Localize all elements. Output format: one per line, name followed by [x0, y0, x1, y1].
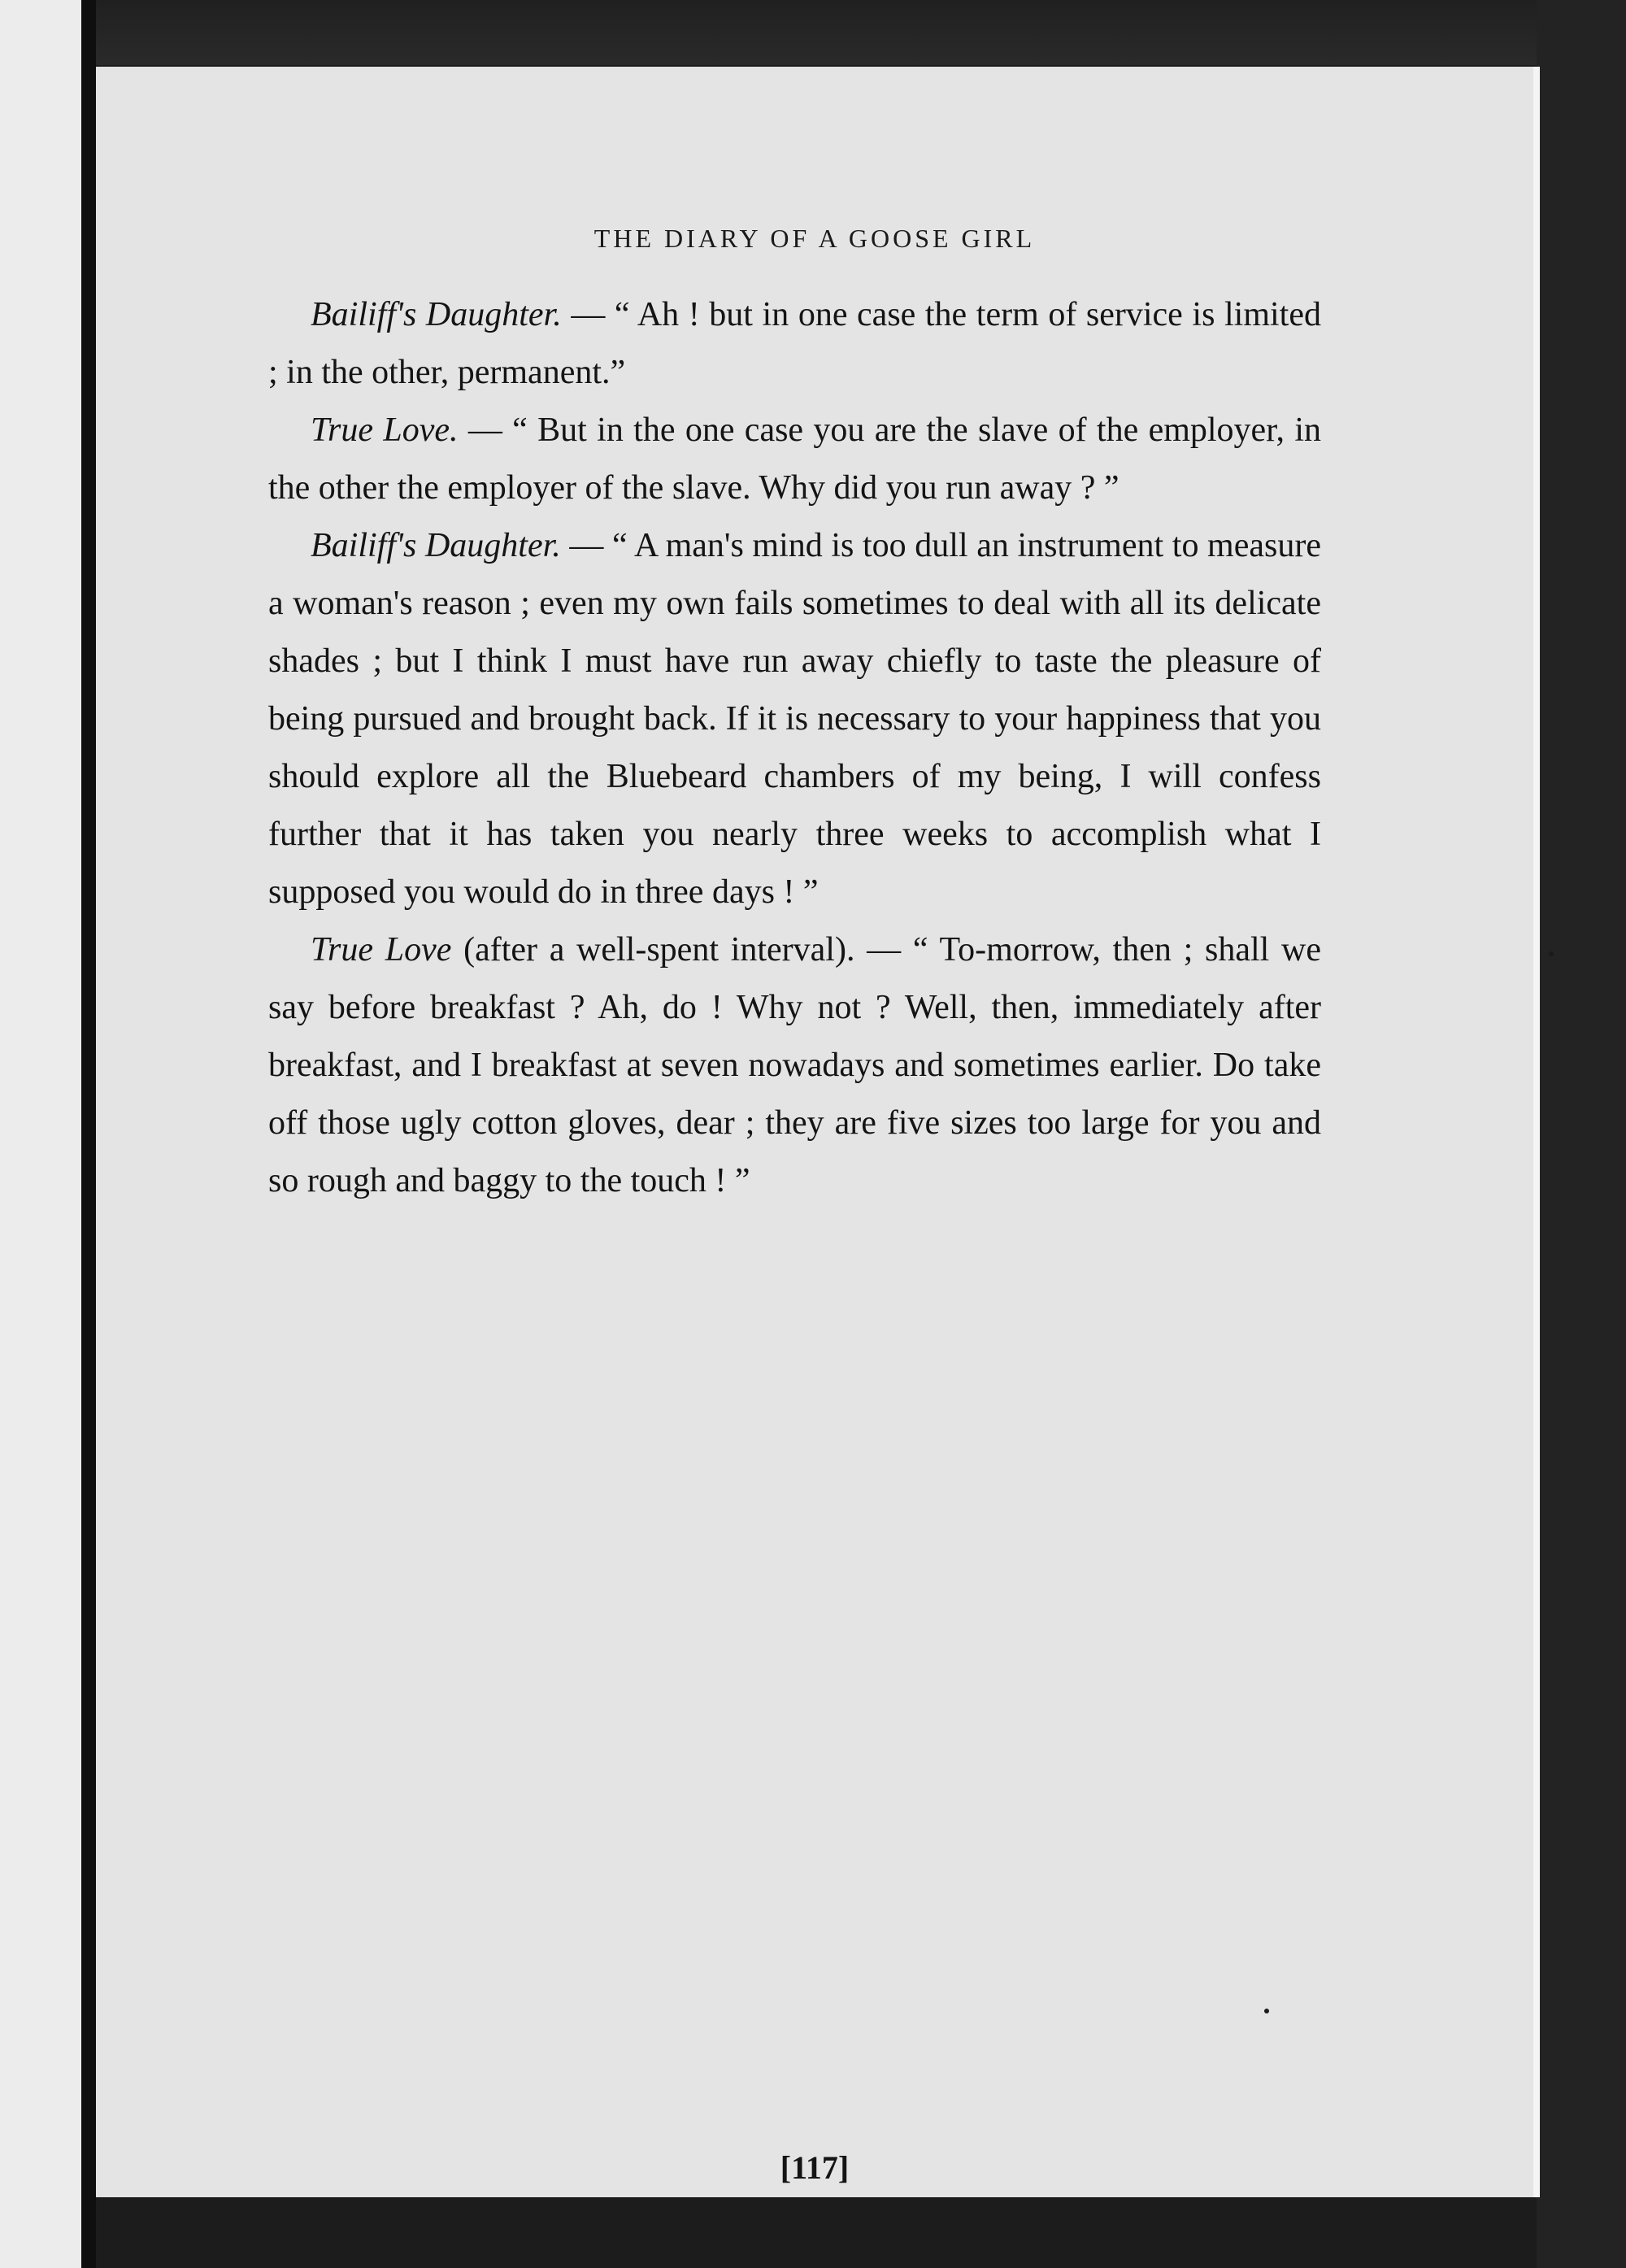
scan-gutter-shadow	[81, 0, 96, 2268]
speaker-label: Bailiff's Daughter.	[311, 527, 561, 564]
speaker-label: True Love.	[311, 411, 459, 449]
scan-speck	[1264, 2009, 1269, 2013]
paragraph-text: (after a well-spent interval). — “ To-morrow, then ; shall we say before breakfast ? Ah, do ! Why not ? Well, then, immediately after breakfast, and I breakfast at seven nowadays and sometimes earlier. Do take off those ugly cotton gloves, dear ; they are five sizes too large for you and so rough and baggy to the touch ! ”	[268, 931, 1321, 1199]
paragraph-text: — “ Ah ! but in one case the term of service is limited ; in the other, permanent.”	[268, 296, 1321, 391]
scan-book-cover-edge	[1537, 0, 1626, 2268]
speaker-label: True Love	[311, 931, 452, 969]
paragraph	[268, 921, 1321, 1210]
running-header: THE DIARY OF A GOOSE GIRL	[593, 224, 1036, 253]
body-text	[268, 286, 1321, 1210]
scan-top-edge	[96, 0, 1626, 65]
paragraph	[268, 402, 1321, 517]
paragraph	[268, 286, 1321, 402]
paragraph-text: — “ But in the one case you are the slave of the employer, in the other the employer of the slave. Why did you run away ? ”	[268, 411, 1322, 507]
page-number: [117]	[780, 2149, 850, 2186]
speaker-label: Bailiff's Daughter.	[311, 296, 562, 333]
scan-speck	[1549, 951, 1554, 956]
book-page	[96, 67, 1540, 2197]
paragraph-text: — “ A man's mind is too dull an instrument to measure a woman's reason ; even my own fails sometimes to deal with all its delicate shades ; but I think I must have run away chiefly to taste the pleasure of being pursued and brought back. If it is necessary to your happiness that you should explore all the Bluebeard chambers of my being, I will confess further that it has taken you nearly three weeks to accomplish what I supposed you would do in three days ! ”	[268, 527, 1321, 911]
paragraph	[268, 517, 1321, 921]
scan-left-margin	[0, 0, 81, 2268]
